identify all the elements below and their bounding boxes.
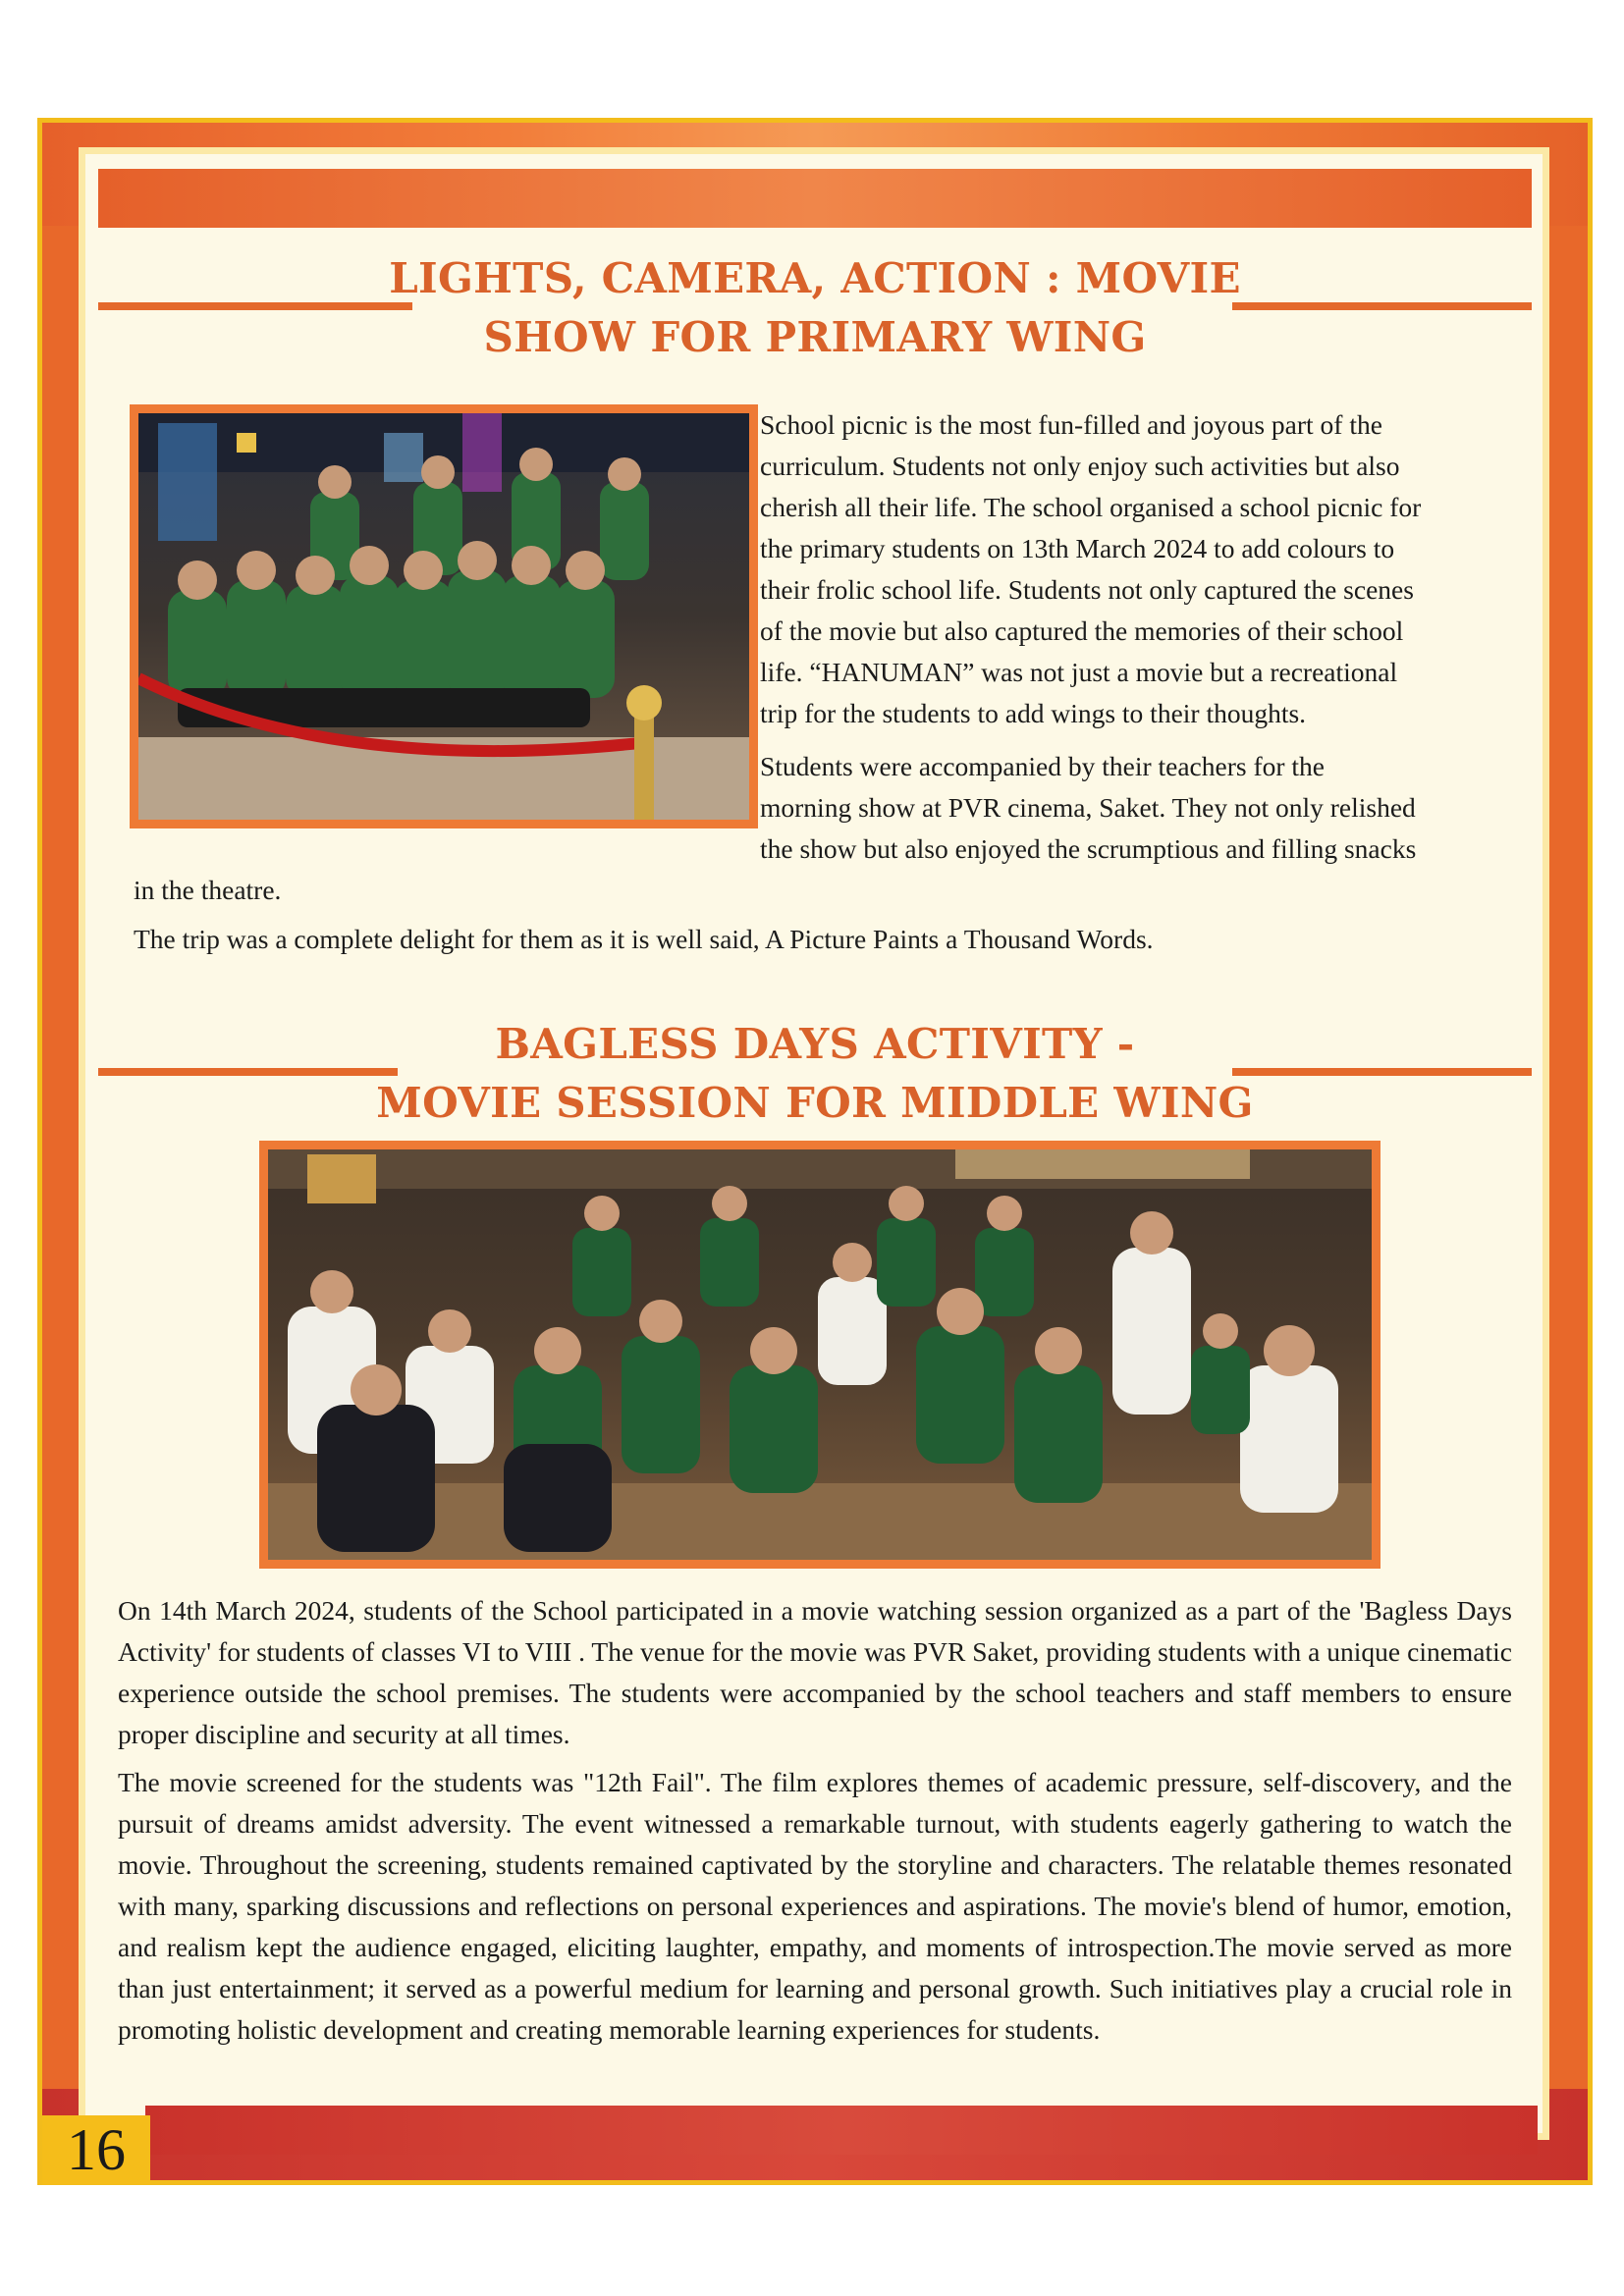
s1p1-line-1: School picnic is the most fun-filled and joyous part of the bbox=[760, 409, 1382, 440]
s1p2-line-3: the show but also enjoyed the scrumptious and filling snacks bbox=[760, 833, 1417, 864]
section1-para1 bbox=[760, 404, 1526, 734]
s1p2-line-1: Students were accompanied by their teachers for the bbox=[760, 751, 1325, 781]
s1p1-line-6: of the movie but also captured the memories of their school bbox=[760, 615, 1404, 646]
page-number: 16 bbox=[67, 2117, 126, 2182]
section2-para2: The movie screened for the students was "12th Fail". The film explores themes of academic pressure, self-discovery, and the pursuit of dreams amidst adversity. The event witnessed a remarkable turnout, with students eagerly gathering to watch the movie. Throughout the screening, students remained captivated by the storyline and characters. The relatable themes resonated with many, sparking discussions and reflections on personal experiences and aspirations. The movie's blend of humor, emotion, and realism kept the audience engaged, eliciting laughter, empathy, and moments of introspection.The movie served as more than just entertainment; it served as a powerful medium for learning and personal growth. Such initiatives play a crucial role in promoting holistic development and creating memorable learning experiences for students. bbox=[118, 1767, 1512, 2045]
section2-title-line1: BAGLESS DAYS ACTIVITY - bbox=[495, 1020, 1135, 1068]
middle-wing-cinema-photo bbox=[259, 1141, 1380, 1569]
section1-title-line2: SHOW FOR PRIMARY WING bbox=[483, 313, 1147, 361]
section1-title bbox=[98, 249, 1532, 367]
inner-bottom-band bbox=[145, 2106, 1538, 2155]
s1p1-line-3: cherish all their life. The school organised a school picnic for bbox=[760, 492, 1422, 522]
section1-title-line1: LIGHTS, CAMERA, ACTION : MOVIE bbox=[389, 254, 1241, 302]
s1p1-line-4: the primary students on 13th March 2024 to add colours to bbox=[760, 533, 1395, 563]
s1p1-line-8: trip for the students to add wings to their thoughts. bbox=[760, 698, 1307, 728]
section1-para3: The trip was a complete delight for them as it is well said, A Picture Paints a Thousand Words. bbox=[134, 924, 1154, 954]
s1p2-line-2: morning show at PVR cinema, Saket. They not only relished bbox=[760, 792, 1416, 823]
section1-para2 bbox=[760, 746, 1526, 870]
s1p1-line-7: life. “HANUMAN” was not just a movie but a recreational bbox=[760, 657, 1398, 687]
section1-para2-tail: in the theatre. bbox=[134, 875, 282, 905]
section2-title bbox=[98, 1015, 1532, 1133]
s1p1-line-5: their frolic school life. Students not only captured the scenes bbox=[760, 574, 1414, 605]
primary-wing-cinema-photo bbox=[130, 404, 758, 828]
page-number-box bbox=[42, 2115, 150, 2185]
s1p1-line-2: curriculum. Students not only enjoy such activities but also bbox=[760, 451, 1400, 481]
inner-top-band bbox=[98, 169, 1532, 228]
section2-para1: On 14th March 2024, students of the School participated in a movie watching session organized as a part of the 'Bagless Days Activity' for students of classes VI to VIII . The venue for the movie was PVR Saket, providing students with a unique cinematic experience outside the school premises. The students were accompanied by the school teachers and staff members to ensure proper discipline and security at all times. bbox=[118, 1595, 1512, 1749]
section2-title-line2: MOVIE SESSION FOR MIDDLE WING bbox=[376, 1079, 1254, 1127]
